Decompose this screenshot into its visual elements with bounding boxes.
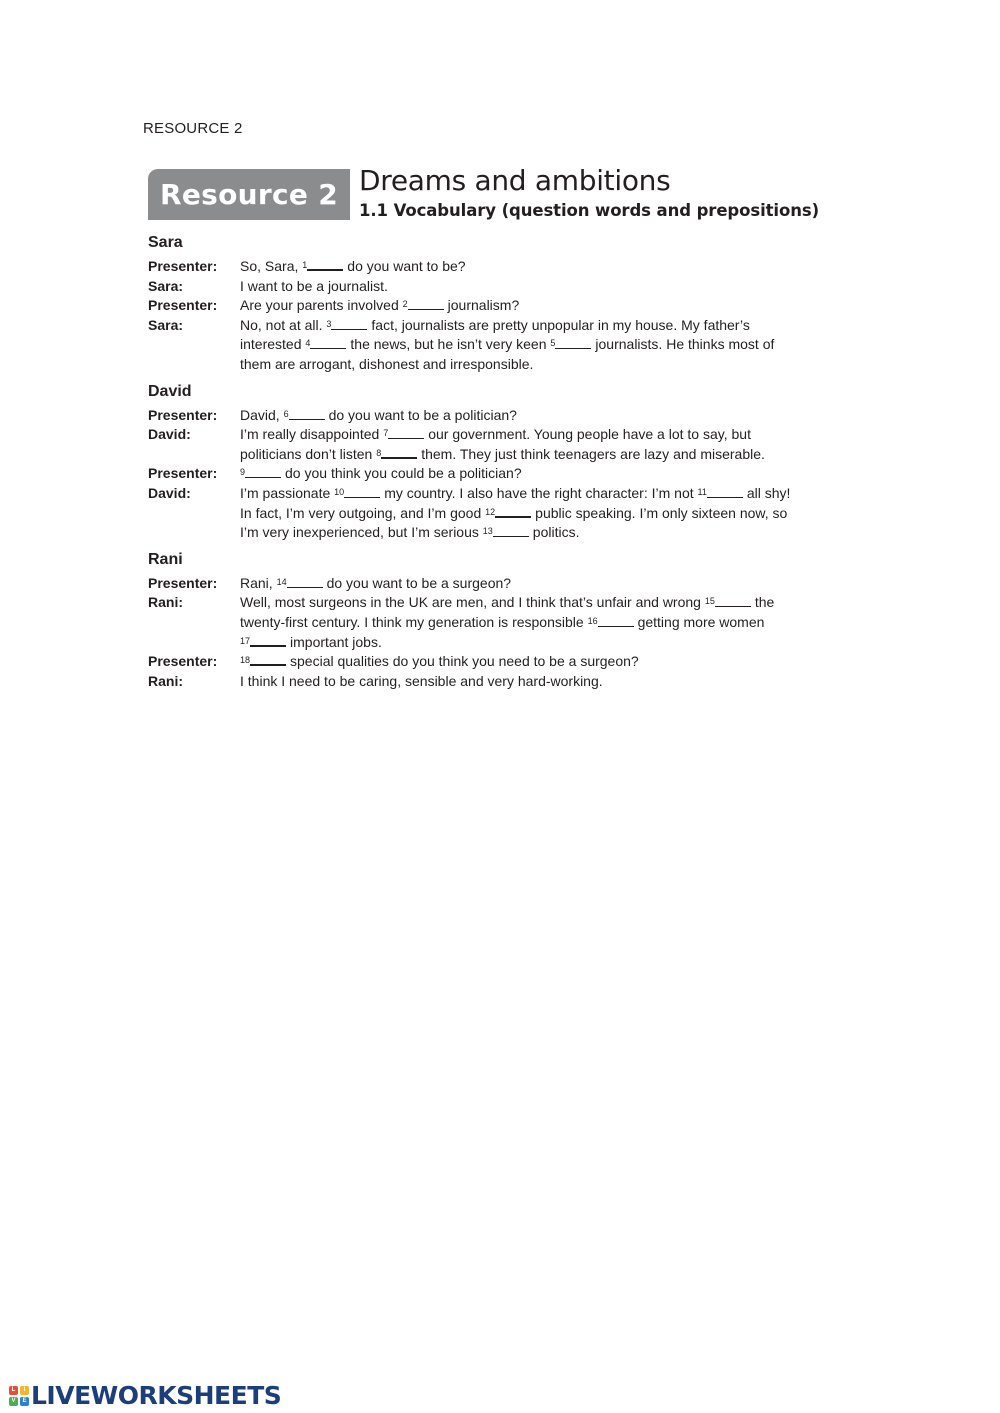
gap-number: 10 (334, 486, 345, 497)
blank-gap-3[interactable] (331, 317, 367, 330)
dialogue-line (148, 523, 848, 543)
speech-text: So, Sara, $^1$ do you want to be? (240, 258, 466, 274)
dialogue-line (148, 335, 848, 355)
gap-number: 9 (240, 467, 246, 478)
blank-gap-11[interactable] (707, 485, 743, 498)
dialogue-line (148, 445, 848, 465)
dialogue-line (148, 355, 848, 375)
gap-number: 12 (485, 506, 496, 517)
gap-number: 4 (305, 338, 311, 349)
blank-gap-13[interactable] (493, 524, 529, 537)
blank-gap-18[interactable] (250, 652, 286, 666)
blank-gap-17[interactable] (250, 633, 286, 647)
logo-square: L (9, 1386, 18, 1395)
dialogue-line (148, 633, 848, 653)
dialogue-line (148, 257, 848, 277)
dialogue-line (148, 593, 848, 613)
speech-text: Are your parents involved $^2$ journalism? (240, 297, 520, 314)
dialogue-content (148, 232, 848, 697)
resource-badge: Resource 2 (148, 169, 350, 220)
gap-number: 14 (276, 576, 287, 587)
speech-text: No, not at all. $^3$ fact, journalists are pretty unpopular in my house. My father’s (240, 316, 750, 333)
blank-gap-6[interactable] (289, 407, 325, 420)
dialogue-line (148, 464, 848, 484)
speech-text: Well, most surgeons in the UK are men, and I think that’s unfair and wrong $^{15}$ the (240, 594, 775, 611)
worksheet-title: Dreams and ambitions (359, 164, 671, 197)
gap-number: 11 (697, 486, 707, 497)
liveworksheets-logo-icon (9, 1386, 29, 1406)
section-david (148, 381, 848, 543)
speaker-label: Presenter: (148, 258, 218, 274)
blank-gap-12[interactable] (495, 504, 531, 518)
speaker-label: Presenter: (148, 653, 218, 670)
speech-text: In fact, I’m very outgoing, and I’m good $^{12}$ public speaking. I’m only sixteen now, so (240, 504, 788, 521)
logo-square: I (20, 1386, 29, 1395)
gap-number: 1 (302, 260, 308, 270)
gap-number: 15 (704, 596, 715, 607)
gap-number: 7 (383, 428, 389, 439)
section-sara (148, 232, 848, 375)
speech-text: I’m really disappointed $^7$ our government. Young people have a lot to say, but (240, 426, 751, 443)
speech-text: I think I need to be caring, sensible and very hard-working. (240, 672, 603, 689)
speaker-label (148, 523, 240, 543)
speaker-label: Presenter: (148, 465, 218, 482)
speech-text: I’m very inexperienced, but I’m serious $^{13}$ politics. (240, 524, 580, 541)
blank-gap-8[interactable] (381, 445, 417, 459)
dialogue-line (148, 672, 848, 692)
gap-number: 5 (550, 338, 556, 349)
footer-brand-text: LIVEWORKSHEETS (31, 1381, 282, 1410)
speech-text: politicians don’t listen $^8$ them. They just think teenagers are lazy and miserable. (240, 445, 765, 462)
dialogue-line (148, 406, 848, 426)
gap-number: 2 (402, 299, 408, 310)
speech-text: $^{17}$ important jobs. (240, 633, 382, 650)
dialogue-line (148, 425, 848, 445)
speaker-label: David: (148, 426, 191, 443)
speaker-label (148, 633, 240, 653)
speech-text: I want to be a journalist. (240, 277, 388, 294)
dialogue-line (148, 484, 848, 504)
dialogue-line (148, 613, 848, 633)
speaker-label: Presenter: (148, 406, 218, 423)
section-title: Rani (148, 550, 183, 568)
speaker-label: Presenter: (148, 297, 218, 314)
top-resource-label: RESOURCE 2 (143, 120, 243, 137)
dialogue-line (148, 574, 848, 594)
blank-gap-14[interactable] (287, 575, 323, 588)
speech-text: twenty-first century. I think my generation is responsible $^{16}$ getting more women (240, 613, 765, 630)
speaker-label: Sara: (148, 316, 184, 333)
blank-gap-1[interactable] (307, 257, 343, 271)
section-title: Sara (148, 234, 183, 251)
speaker-label: Presenter: (148, 574, 218, 591)
speaker-label: Sara: (148, 277, 184, 294)
gap-number: 13 (482, 526, 493, 537)
speech-text: interested $^4$ the news, but he isn’t very keen $^5$ journalists. He thinks most of (240, 336, 775, 353)
gap-number: 16 (587, 615, 598, 626)
logo-square: V (9, 1397, 18, 1406)
speaker-label: Rani: (148, 594, 183, 611)
speaker-label: David: (148, 484, 191, 501)
blank-gap-15[interactable] (715, 594, 751, 607)
speaker-label (148, 613, 240, 633)
speech-text: I’m passionate $^{10}$ my country. I also have the right character: I’m not $^{11}$ all shy! (240, 484, 791, 501)
speech-text: David, $^6$ do you want to be a politician? (240, 406, 517, 423)
footer-brand (9, 1381, 281, 1410)
blank-gap-9[interactable] (245, 465, 281, 478)
gap-number: 17 (240, 635, 251, 646)
gap-number: 8 (376, 447, 382, 458)
speech-text: Rani, $^{14}$ do you want to be a surgeon? (240, 574, 512, 591)
blank-gap-7[interactable] (388, 426, 424, 439)
blank-gap-4[interactable] (310, 336, 346, 349)
speaker-label (148, 445, 240, 465)
speaker-label (148, 504, 240, 524)
blank-gap-16[interactable] (598, 614, 634, 627)
worksheet-subtitle: 1.1 Vocabulary (question words and prepositions) (359, 201, 820, 220)
dialogue-line (148, 652, 848, 672)
gap-number: 6 (283, 408, 289, 419)
dialogue-line (148, 504, 848, 524)
blank-gap-10[interactable] (344, 485, 380, 498)
dialogue-line (148, 316, 848, 336)
gap-number: 18 (240, 655, 251, 666)
speech-text: $^{18}$ special qualities do you think you need to be a surgeon? (240, 653, 639, 670)
speaker-label (148, 355, 240, 375)
blank-gap-5[interactable] (555, 336, 591, 349)
speech-text: $^9$ do you think you could be a politician? (240, 465, 522, 482)
speaker-label: Rani: (148, 672, 183, 689)
dialogue-line (148, 296, 848, 316)
speech-text: them are arrogant, dishonest and irresponsible. (240, 355, 534, 372)
section-title: David (148, 382, 192, 400)
logo-square: E (20, 1397, 29, 1406)
section-rani (148, 549, 848, 692)
speaker-label (148, 335, 240, 355)
gap-number: 3 (326, 318, 332, 329)
dialogue-line (148, 277, 848, 297)
blank-gap-2[interactable] (408, 297, 444, 310)
